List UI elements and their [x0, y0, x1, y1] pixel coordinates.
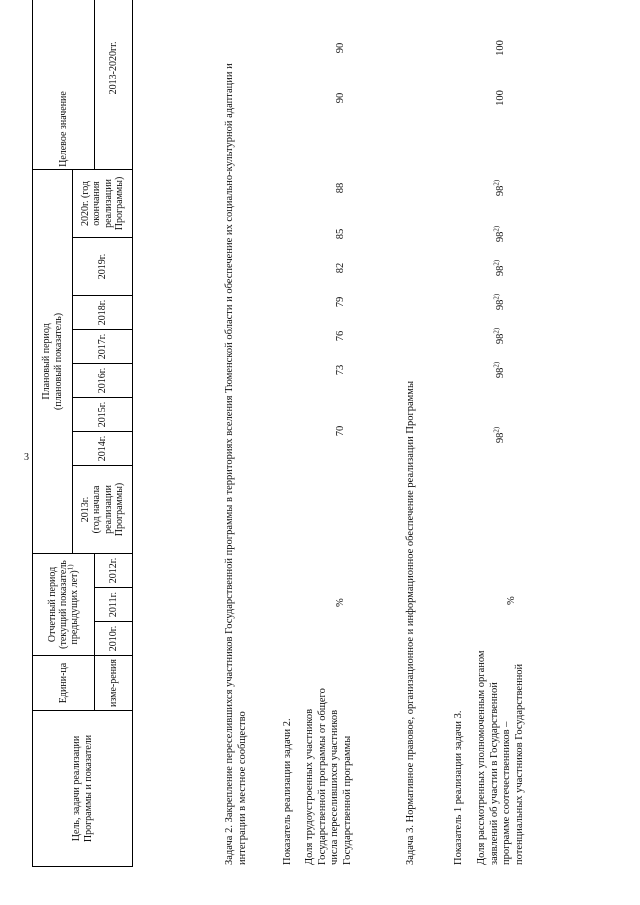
task-3-value-2017: 98$^{2)}$ — [492, 259, 506, 277]
task-2-value-2016: 79 — [335, 296, 346, 308]
goal-column-header: Цель, задачи реализации Программы и показатели — [33, 711, 133, 867]
task-3-value-2013: 98$^{2)}$ — [492, 426, 506, 444]
year-2013-header: 2013г. (год начала реализации Программы) — [73, 465, 133, 553]
task-3-value-2019: 98$^{2)}$ — [492, 179, 506, 197]
task-3-value-2020: 100 — [495, 90, 506, 106]
task-2-value-2018: 85 — [335, 228, 346, 240]
planned-period-header: Плановый период (плановый показатель) — [33, 169, 73, 553]
task-2-value-2019: 88 — [335, 182, 346, 194]
task-3-value-2018: 98$^{2)}$ — [492, 225, 506, 243]
task-2-title: Задача 2. Закрепление переселившихся участников Государственной программы в территориях вселения Тюменской области и обеспечение их социально-культурной адаптации и интеграции в местное сообщество — [224, 63, 248, 865]
year-2014-header: 2014г. — [73, 431, 133, 465]
task-3-target-value: 100 — [495, 40, 506, 56]
year-2017-header: 2017г. — [73, 329, 133, 363]
task-2-target-value: 90 — [335, 42, 346, 54]
target-period-header: 2013-2020гг. — [95, 0, 133, 169]
task-3-indicator-heading: Показатель 1 реализации задачи 3. — [453, 710, 464, 865]
year-2019-header: 2019г. — [73, 237, 133, 295]
task-2-value-2015: 76 — [335, 330, 346, 342]
page-number: 3 — [24, 452, 29, 463]
year-2012-header: 2012г. — [95, 553, 133, 587]
year-2010-header: 2010г. — [95, 622, 133, 656]
task-3-value-2016: 98$^{2)}$ — [492, 293, 506, 311]
year-2015-header: 2015г. — [73, 397, 133, 431]
task-2-value-2014: 73 — [335, 364, 346, 376]
year-2018-header: 2018г. — [73, 295, 133, 329]
task-2-indicator-text: Доля трудоустроенных участников Государственной программы от общего числа переселившихся участников Государственной программы — [304, 688, 353, 865]
target-value-header: Целевое значение — [33, 0, 95, 169]
unit-column-header: Едини-ца — [33, 656, 95, 711]
reporting-period-header: Отчетный период (текущий показатель предыдущих лет)$^{1)}$ — [33, 553, 95, 655]
task-3-value-2015: 98$^{2)}$ — [492, 327, 506, 345]
year-2016-header: 2016г. — [73, 363, 133, 397]
unit-subheader: изме-рения — [95, 656, 133, 711]
indicator-table-header — [32, 0, 133, 867]
task-2-value-2020: 90 — [335, 92, 346, 104]
task-3-value-2014: 98$^{2)}$ — [492, 361, 506, 379]
task-2-value-2013: 70 — [335, 425, 346, 437]
task-2-value-2017: 82 — [335, 262, 346, 274]
year-2011-header: 2011г. — [95, 588, 133, 622]
task-3-indicator-text: Доля рассмотренных уполномоченным органом заявлений об участии в Государственной программе соотечественников – потенциальных участников Государственной — [476, 650, 525, 865]
task-3-unit: % — [506, 596, 517, 605]
task-3-title: Задача 3. Нормативное правовое, организационное и информационное обеспечение реализации Программы — [405, 381, 416, 865]
task-2-unit: % — [335, 598, 346, 607]
task-2-indicator-heading: Показатель реализации задачи 2. — [282, 718, 293, 865]
year-2020-header: 2020г. (год окончания реализации Программы) — [73, 169, 133, 237]
